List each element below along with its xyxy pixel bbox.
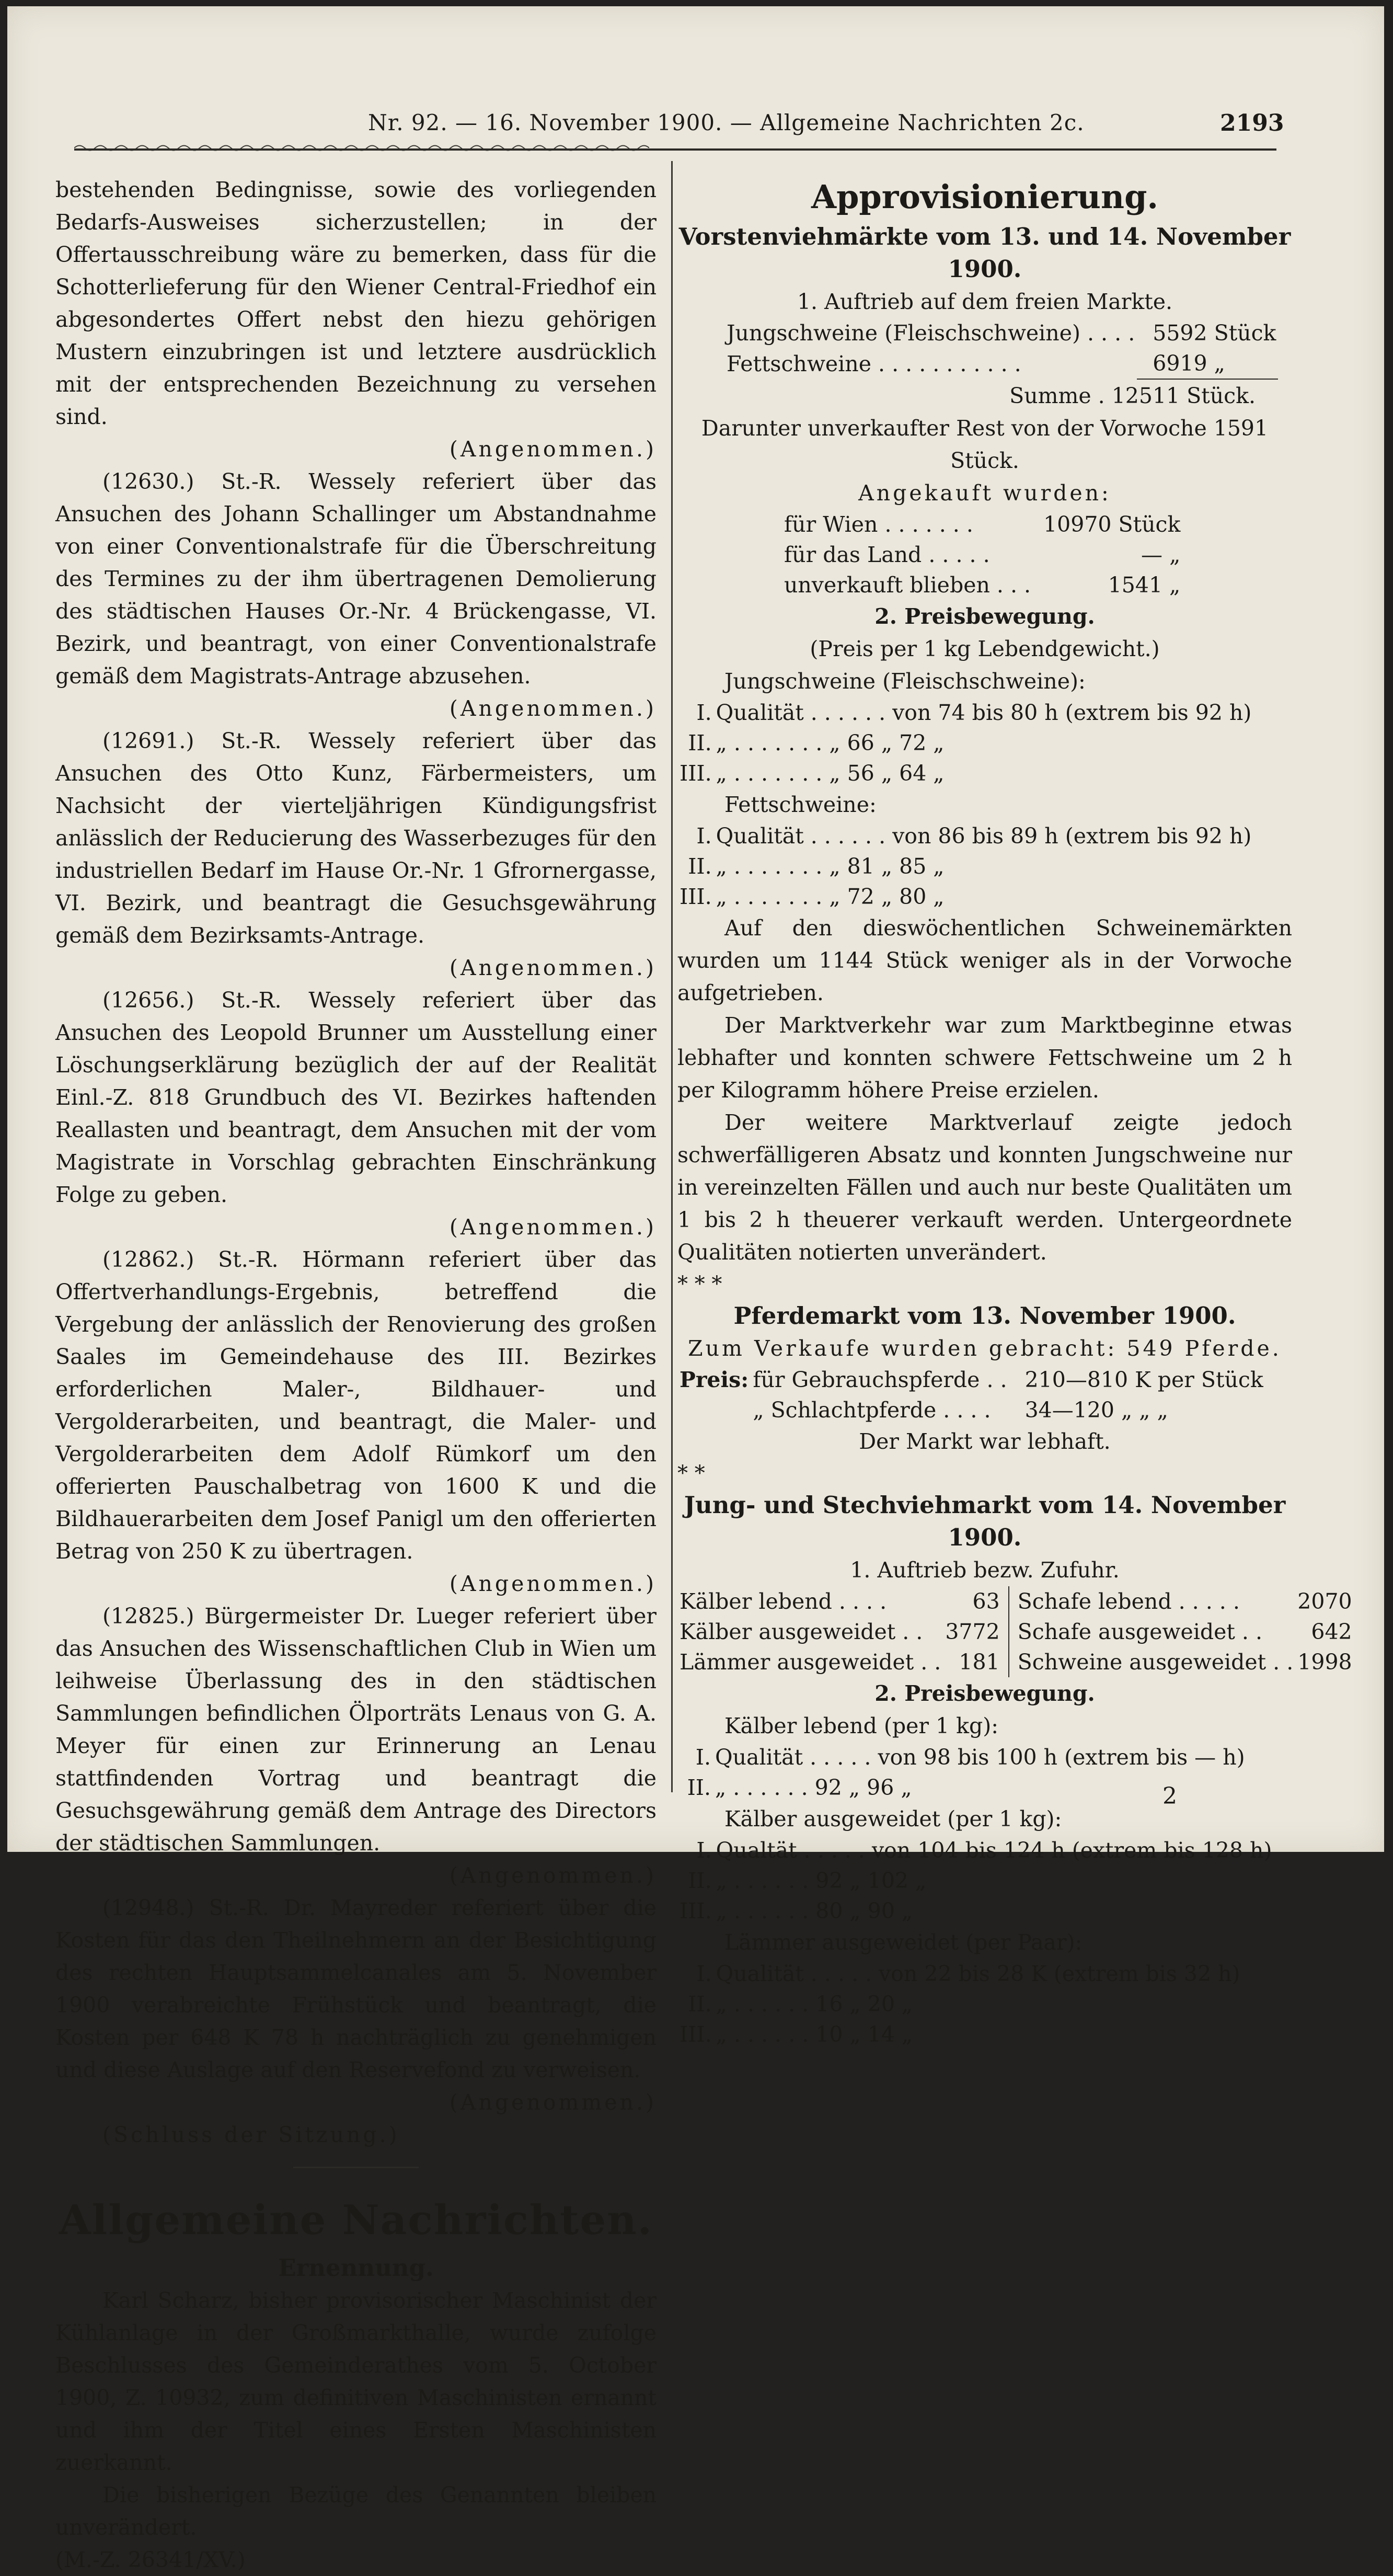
paragraph: Zum Verkaufe wurden gebracht: 549 Pferde. [688, 1336, 1282, 1361]
row-label: Schweine ausgeweidet . . [1017, 1650, 1294, 1675]
category-label: Kälber ausgeweidet (per 1 kg): [724, 1806, 1062, 1831]
paragraph: Der weitere Marktverlauf zeigte jedoch schwerfälligeren Absatz und konnten Jungschweine nur in vereinzelten Fällen und auch nur beste Qualitäten um 1 bis 2 h theuerer verkauft werden. Untergeordnete Qualitäten notierten unverändert. [677, 1110, 1292, 1265]
category-label: Kälber lebend (per 1 kg): [724, 1713, 999, 1738]
approval-note: (Angenommen.) [449, 1215, 657, 1240]
quality-text: Qualität . . . . . von 98 bis 100 h (extrem bis — h) [715, 1745, 1245, 1770]
table-row [677, 1959, 1292, 1989]
quality-text: „ . . . . . . . „ 66 „ 72 „ [716, 730, 945, 755]
paragraph: (12825.) Bürgermeister Dr. Lueger referiert über das Ansuchen des Wissenschaftlichen Club in Wien um leihweise Überlassung des in den städtischen Sammlungen befindlichen Ölporträts Lenaus von G. A. Meyer für einen zur Erinnerung an Lenau stattfindenden Vortrag und beantragt die Gesuchsgewährung gemäß dem Antrage des Directors der städtischen Sammlungen. [55, 1604, 657, 1856]
quality-text: „ . . . . . . . „ 56 „ 64 „ [716, 761, 945, 786]
row-value: 181 [943, 1647, 1008, 1677]
price-table [677, 821, 1292, 912]
sheet-signature: 2 [1162, 1783, 1177, 1810]
paragraph: bestehenden Bedingnisse, sowie des vorliegenden Bedarfs-Ausweises sicherzustellen; in der Offertausschreibung wäre zu bemerken, dass für die Schotterlieferung für den Wiener Central-Friedhof ein abgesondertes Offert nebst den hiezu gehörigen Mustern einzubringen ist und letztere ausdrücklich mit der entsprechenden Bezeichnung zu versehen sind. [55, 177, 657, 429]
paragraph: Auf den dieswöchentlichen Schweinemärkten wurden um 1144 Stück weniger als in der Vorwoche aufgetrieben. [677, 915, 1292, 1005]
row-value: — „ [1141, 542, 1181, 567]
quality-grade: I. [696, 823, 712, 849]
row-value: 210—810 K per Stück [1024, 1367, 1263, 1392]
table-row [677, 1835, 1292, 1865]
quality-grade: I. [695, 1745, 711, 1770]
quality-grade: III. [680, 761, 712, 786]
right-column [677, 174, 1352, 2050]
quality-text: „ . . . . . . 80 „ 90 „ [716, 1898, 913, 1924]
quality-text: Qualität . . . . . . von 86 bis 89 h (extrem bis 92 h) [716, 823, 1252, 849]
quality-text: „ . . . . . . 10 „ 14 „ [716, 2022, 913, 2047]
reference: (M.-Z. 26341/XV.) [55, 2547, 246, 2572]
subheading-note: (Preis per 1 kg Lebendgewicht.) [810, 636, 1160, 661]
sum-line: Summe . 12511 Stück. [1009, 383, 1256, 408]
quality-grade: III. [680, 2022, 712, 2047]
quality-text: „ . . . . . . . „ 72 „ 80 „ [716, 884, 945, 909]
left-column [55, 174, 657, 2576]
table-row [782, 540, 1182, 570]
quality-grade: III. [680, 1898, 712, 1924]
row-value: 10970 Stück [1043, 512, 1181, 537]
row-label: für Gebrauchspferde . . [753, 1367, 1007, 1392]
zufuhr-table [677, 1586, 1354, 1677]
table-row [724, 318, 1278, 348]
row-value: 1998 [1297, 1650, 1352, 1675]
quality-grade: II. [688, 1991, 712, 2017]
divider [293, 2167, 419, 2168]
approval-note: (Angenommen.) [449, 1863, 657, 1888]
quality-grade: II. [688, 730, 712, 755]
approval-note: (Angenommen.) [449, 955, 657, 980]
category-label: Jungschweine (Fleischschweine): [724, 669, 1086, 694]
row-label: Schafe ausgeweidet . . [1017, 1619, 1263, 1644]
paragraph: (12630.) St.-R. Wessely referiert über das Ansuchen des Johann Schallinger um Abstandnahme von einer Conventionalstrafe für die Überschreitung des Termines zu der ihm übertragenen Demolierung des städtischen Hauses Or.-Nr. 4 Brückengasse, VI. Bezirk, und beantragt, von einer Conventionalstrafe gemäß dem Magistrats-Antrage abzusehen. [55, 469, 657, 689]
session-end: (Schluss der Sitzung.) [102, 2122, 400, 2147]
subheading: Angekauft wurden: [858, 480, 1111, 506]
row-value: 2070 [1297, 1589, 1352, 1614]
paragraph: (12862.) St.-R. Hörmann referiert über das Offertverhandlungs-Ergebnis, betreffend die Vergebung der anlässlich der Renovierung des großen Saales im Gemeindehause des III. Bezirkes erforderlichen Maler-, Bildhauer- und Vergolderarbeiten, und beantragt, die Maler- und Vergolderarbeiten dem Adolf Rümkorf um den offerierten Pauschalbetrag von 1600 K und die Bildhauerarbeiten dem Josef Panigl um den offerierten Betrag von 250 K zu übertragen. [55, 1247, 657, 1564]
market-title: Pferdemarkt vom 13. November 1900. [733, 1302, 1236, 1330]
approval-note: (Angenommen.) [449, 696, 657, 721]
row-label: Schafe lebend . . . . . [1017, 1589, 1240, 1614]
paragraph: (12948.) St.-R. Dr. Mayreder referiert über die Kosten für das den Theilnehmern an der Besichtigung des rechten Hauptsammelcanales am 5. November 1900 verabreichte Frühstück und beantragt, die Kosten per 648 K 78 h nachträglich zu genehmigen und diese Auslage auf den Reservefond zu verweisen. [55, 1895, 657, 2082]
quality-grade: II. [688, 854, 712, 879]
quality-text: „ . . . . . . . „ 81 „ 85 „ [716, 854, 945, 879]
table-row [677, 851, 1292, 881]
table-row [677, 1586, 1354, 1617]
rest-line: Darunter unverkaufter Rest von der Vorwoche 1591 Stück. [701, 416, 1269, 473]
row-label: Lämmer ausgeweidet . . [680, 1650, 941, 1675]
table-row [677, 1617, 1354, 1647]
row-label: „ Schlachtpferde . . . . [753, 1398, 991, 1423]
paragraph: Karl Scharz, bisher provisorischer Maschinist der Kühlanlage in der Großmarkthalle, wurde zufolge Beschlusses des Gemeinderathes vom 5. October 1900, Z. 10932, zum definitiven Maschinisten ernannt und ihm der Titel eines Ersten Maschinisten zuerkannt. [55, 2288, 657, 2475]
price-label: Preis: [680, 1367, 749, 1392]
table-row [677, 1395, 1265, 1425]
row-value: 3772 [943, 1617, 1008, 1647]
page-number: 2193 [1220, 110, 1284, 136]
quality-text: „ . . . . . . 92 „ 102 „ [716, 1868, 927, 1893]
quality-grade: III. [680, 884, 712, 909]
quality-grade: II. [688, 1868, 712, 1893]
page [7, 6, 1384, 2572]
market-title: Jung- und Stechviehmarkt vom 14. November 1900. [684, 1491, 1286, 1551]
price-table [677, 697, 1292, 788]
table-row [677, 1742, 1292, 1772]
table-row [677, 1647, 1354, 1677]
auftrieb-table [724, 318, 1278, 380]
table-row [677, 1365, 1265, 1395]
pferde-table [677, 1365, 1265, 1425]
running-header: Nr. 92. — 16. November 1900. — Allgemeine Nachrichten 2c. [368, 110, 1085, 135]
paragraph: Die bisherigen Bezüge des Genannten bleiben unverändert. [55, 2482, 657, 2540]
subheading: 2. Preisbewegung. [874, 604, 1095, 629]
wavy-rule [74, 143, 649, 153]
table-row [677, 1865, 1292, 1896]
table-row [677, 2019, 1292, 2050]
table-row [782, 509, 1182, 540]
separator-stars: * * [677, 1461, 705, 1485]
header-rule [74, 148, 1276, 151]
approval-note: (Angenommen.) [449, 1571, 657, 1596]
price-table [677, 1959, 1292, 2050]
paragraph: Der Markt war lebhaft. [859, 1429, 1111, 1454]
quality-text: Qualtät . . . . . von 104 bis 124 h (extrem bis 128 h) [716, 1838, 1272, 1863]
table-row [677, 881, 1292, 912]
quality-text: „ . . . . . . 92 „ 96 „ [715, 1775, 912, 1800]
row-label: Kälber lebend . . . . [680, 1589, 887, 1614]
table-row [677, 758, 1292, 788]
separator-stars: * * * [677, 1272, 722, 1296]
table-row [677, 821, 1292, 851]
row-label: Kälber ausgeweidet . . [680, 1619, 923, 1644]
row-label: unverkauft blieben . . . [784, 573, 1031, 598]
table-row [677, 1896, 1292, 1926]
section-title: Approvisionierung. [811, 178, 1159, 216]
table-row [677, 728, 1292, 758]
row-value: 6919 „ [1137, 348, 1278, 379]
row-label: für das Land . . . . . [784, 542, 990, 567]
market-title: Vorstenviehmärkte vom 13. und 14. November 1900. [678, 223, 1291, 283]
category-label: Lämmer ausgeweidet (per Paar): [724, 1930, 1083, 1955]
quality-text: „ . . . . . . 16 „ 20 „ [716, 1991, 913, 2017]
subheading: 2. Preisbewegung. [874, 1681, 1095, 1706]
paragraph: Der Marktverkehr war zum Marktbeginne etwas lebhafter und konnten schwere Fettschweine um 2 h per Kilogramm höhere Preise erzielen. [677, 1013, 1292, 1103]
quality-text: Qualität . . . . . . von 74 bis 80 h (extrem bis 92 h) [716, 700, 1252, 725]
row-label: für Wien . . . . . . . [784, 512, 973, 537]
table-row [677, 1989, 1292, 2019]
subsection-title: Ernennung. [278, 2254, 434, 2282]
column-divider [671, 161, 673, 1792]
table-row [724, 348, 1278, 379]
price-table [677, 1742, 1292, 1803]
price-label [677, 1395, 751, 1425]
subheading: 1. Auftrieb auf dem freien Markte. [797, 289, 1173, 314]
row-label: Jungschweine (Fleischschweine) . . . . [727, 320, 1135, 346]
row-value: 1541 „ [1108, 573, 1181, 598]
price-table [677, 1835, 1292, 1926]
paragraph: (12656.) St.-R. Wessely referiert über das Ansuchen des Leopold Brunner um Ausstellung einer Löschungserklärung bezüglich der auf der Realität Einl.-Z. 818 Grundbuch des VI. Bezirkes haftenden Reallasten und beantragt, dem Ansuchen mit der vom Magistrate in Vorschlag gebrachten Einschränkung Folge zu geben. [55, 988, 657, 1207]
approval-note: (Angenommen.) [449, 437, 657, 462]
quality-grade: I. [696, 1838, 712, 1863]
table-row [782, 570, 1182, 600]
table-row [677, 697, 1292, 728]
angekauft-table [782, 509, 1182, 600]
quality-grade: I. [696, 1961, 712, 1986]
quality-grade: I. [696, 700, 712, 725]
row-value: 5592 Stück [1153, 320, 1276, 346]
approval-note: (Angenommen.) [449, 2090, 657, 2115]
quality-text: Qualität . . . . . von 22 bis 28 K (extrem bis 32 h) [716, 1961, 1240, 1986]
row-label: Fettschweine . . . . . . . . . . . [727, 351, 1021, 376]
category-label: Fettschweine: [724, 792, 877, 817]
section-title: Allgemeine Nachrichten. [59, 2196, 653, 2244]
subheading: 1. Auftrieb bezw. Zufuhr. [850, 1558, 1120, 1583]
quality-grade: II. [687, 1775, 711, 1800]
row-value: 34—120 „ „ „ [1024, 1398, 1168, 1423]
row-value: 63 [943, 1586, 1008, 1617]
row-value: 642 [1311, 1619, 1352, 1644]
table-row [677, 1772, 1292, 1803]
paragraph: (12691.) St.-R. Wessely referiert über das Ansuchen des Otto Kunz, Färbermeisters, um Nachsicht der vierteljährigen Kündigungsfrist anlässlich der Reducierung des Wasserbezuges für den industriellen Bedarf im Hause Or.-Nr. 1 Gfrornergasse, VI. Bezirk, und beantragt die Gesuchsgewährung gemäß dem Bezirksamts-Antrage. [55, 728, 657, 948]
